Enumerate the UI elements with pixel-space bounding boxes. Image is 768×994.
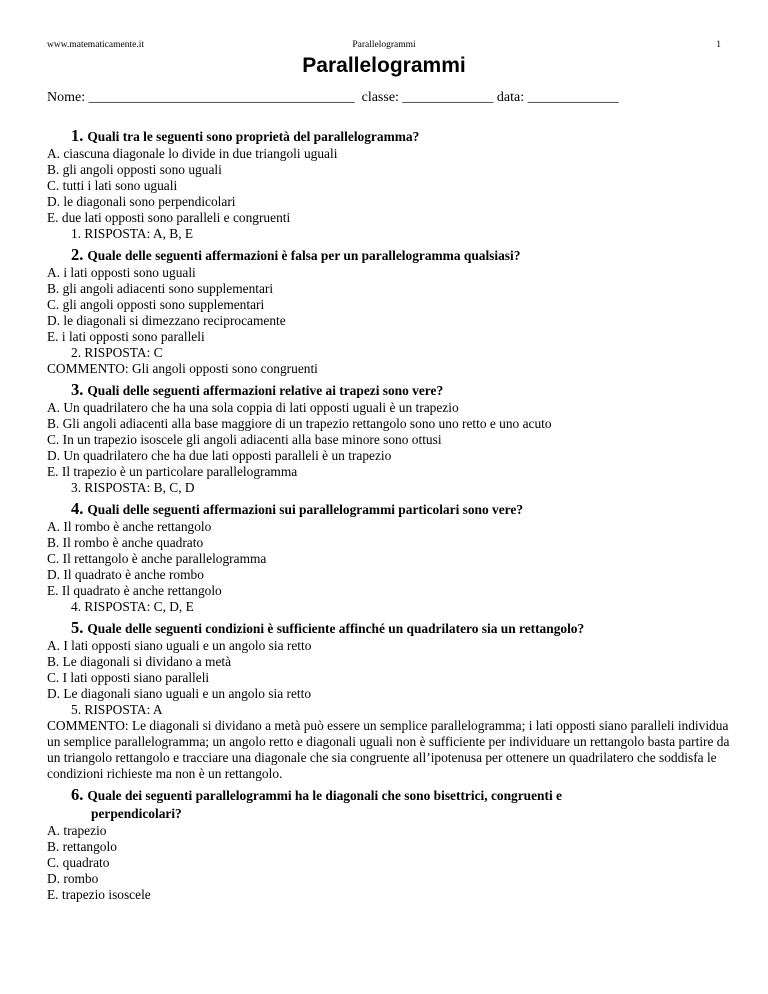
question-2: [71, 246, 737, 265]
answer-option: D. le diagonali sono perpendicolari: [47, 194, 236, 209]
answer-option: E. trapezio isoscele: [47, 887, 151, 902]
answer-line: 5. RISPOSTA: A: [71, 702, 163, 717]
answer-option: D. Il quadrato è anche rombo: [47, 567, 204, 582]
header-site: www.matematicamente.it: [47, 40, 144, 50]
question-number: 2.: [71, 245, 84, 264]
answer-option: B. gli angoli adiacenti sono supplementari: [47, 281, 274, 296]
question-number: 5.: [71, 618, 84, 637]
answer-option: A. i lati opposti sono uguali: [47, 265, 196, 280]
answer-line: 4. RISPOSTA: C, D, E: [71, 599, 194, 614]
answer-option: D. Un quadrilatero che ha due lati opposti paralleli è un trapezio: [47, 448, 392, 463]
comment-text: COMMENTO: Gli angoli opposti sono congruenti: [47, 361, 318, 376]
answer-option: C. tutti i lati sono uguali: [47, 178, 178, 193]
question-text: Quali delle seguenti affermazioni sui parallelogrammi particolari sono vere?: [87, 502, 524, 517]
answer-line: 2. RISPOSTA: C: [71, 345, 163, 360]
question-6: [71, 786, 737, 823]
answer-option: D. le diagonali si dimezzano reciprocamente: [47, 313, 286, 328]
answer-option: B. rettangolo: [47, 839, 117, 854]
question-text: Quale dei seguenti parallelogrammi ha le diagonali che sono bisettrici, congruenti e: [87, 788, 562, 803]
answer-option: E. due lati opposti sono paralleli e congruenti: [47, 210, 291, 225]
answer-option: D. Le diagonali siano uguali e un angolo sia retto: [47, 686, 312, 701]
answer-option: C. Il rettangolo è anche parallelogramma: [47, 551, 267, 566]
answer-option: C. In un trapezio isoscele gli angoli adiacenti alla base minore sono ottusi: [47, 432, 442, 447]
questions-container: [47, 127, 737, 903]
question-number: 3.: [71, 380, 84, 399]
question-1: [71, 127, 737, 146]
answer-option: C. quadrato: [47, 855, 110, 870]
question-5: [71, 619, 737, 638]
question-number: 6.: [71, 785, 84, 804]
question-text: Quale delle seguenti condizioni è sufficiente affinché un quadrilatero sia un rettangolo?: [87, 621, 585, 636]
answer-option: B. Il rombo è anche quadrato: [47, 535, 204, 550]
header-page-number: 1: [716, 40, 721, 50]
answer-line: 1. RISPOSTA: A, B, E: [71, 226, 194, 241]
question-number: 4.: [71, 499, 84, 518]
header-topic: Parallelogrammi: [352, 40, 416, 50]
comment-text: COMMENTO: Le diagonali si dividano a metà può essere un semplice parallelogramma; i lati opposti siano paralleli individua un semplice parallelogramma; un angolo retto e diagonali uguali non è sufficiente per individuare un rettangolo basta partire da un triangolo rettangolo e tracciare una diagonale che sia congruente all’ipotenusa per ottenere un quadrilatero che soddisfa le condizioni richieste ma non è un rettangolo.: [47, 718, 730, 781]
answer-option: A. ciascuna diagonale lo divide in due triangoli uguali: [47, 146, 338, 161]
question-text: Quali tra le seguenti sono proprietà del parallelogramma?: [87, 129, 420, 144]
student-info-line: Nome: ______________________________________ classe: _____________ data: _____________: [47, 90, 619, 105]
question-text: Quale delle seguenti affermazioni è falsa per un parallelogramma qualsiasi?: [87, 248, 521, 263]
answer-option: E. i lati opposti sono paralleli: [47, 329, 205, 344]
answer-option: A. trapezio: [47, 823, 107, 838]
answer-option: B. Gli angoli adiacenti alla base maggiore di un trapezio rettangolo sono uno retto e uno acuto: [47, 416, 552, 431]
answer-option: D. rombo: [47, 871, 99, 886]
answer-line: 3. RISPOSTA: B, C, D: [71, 480, 195, 495]
answer-option: E. Il trapezio è un particolare parallelogramma: [47, 464, 298, 479]
answer-option: A. Il rombo è anche rettangolo: [47, 519, 212, 534]
answer-option: C. I lati opposti siano paralleli: [47, 670, 210, 685]
question-text: Quali delle seguenti affermazioni relative ai trapezi sono vere?: [87, 383, 444, 398]
answer-option: E. Il quadrato è anche rettangolo: [47, 583, 222, 598]
answer-option: B. gli angoli opposti sono uguali: [47, 162, 222, 177]
page-header: [47, 40, 721, 54]
question-4: [71, 500, 737, 519]
question-3: [71, 381, 737, 400]
answer-option: A. Un quadrilatero che ha una sola coppia di lati opposti uguali è un trapezio: [47, 400, 459, 415]
answer-option: B. Le diagonali si dividano a metà: [47, 654, 232, 669]
question-number: 1.: [71, 126, 84, 145]
question-text-continued: perpendicolari?: [91, 806, 182, 821]
answer-option: C. gli angoli opposti sono supplementari: [47, 297, 265, 312]
page-title: Parallelogrammi: [302, 54, 466, 77]
answer-option: A. I lati opposti siano uguali e un angolo sia retto: [47, 638, 312, 653]
